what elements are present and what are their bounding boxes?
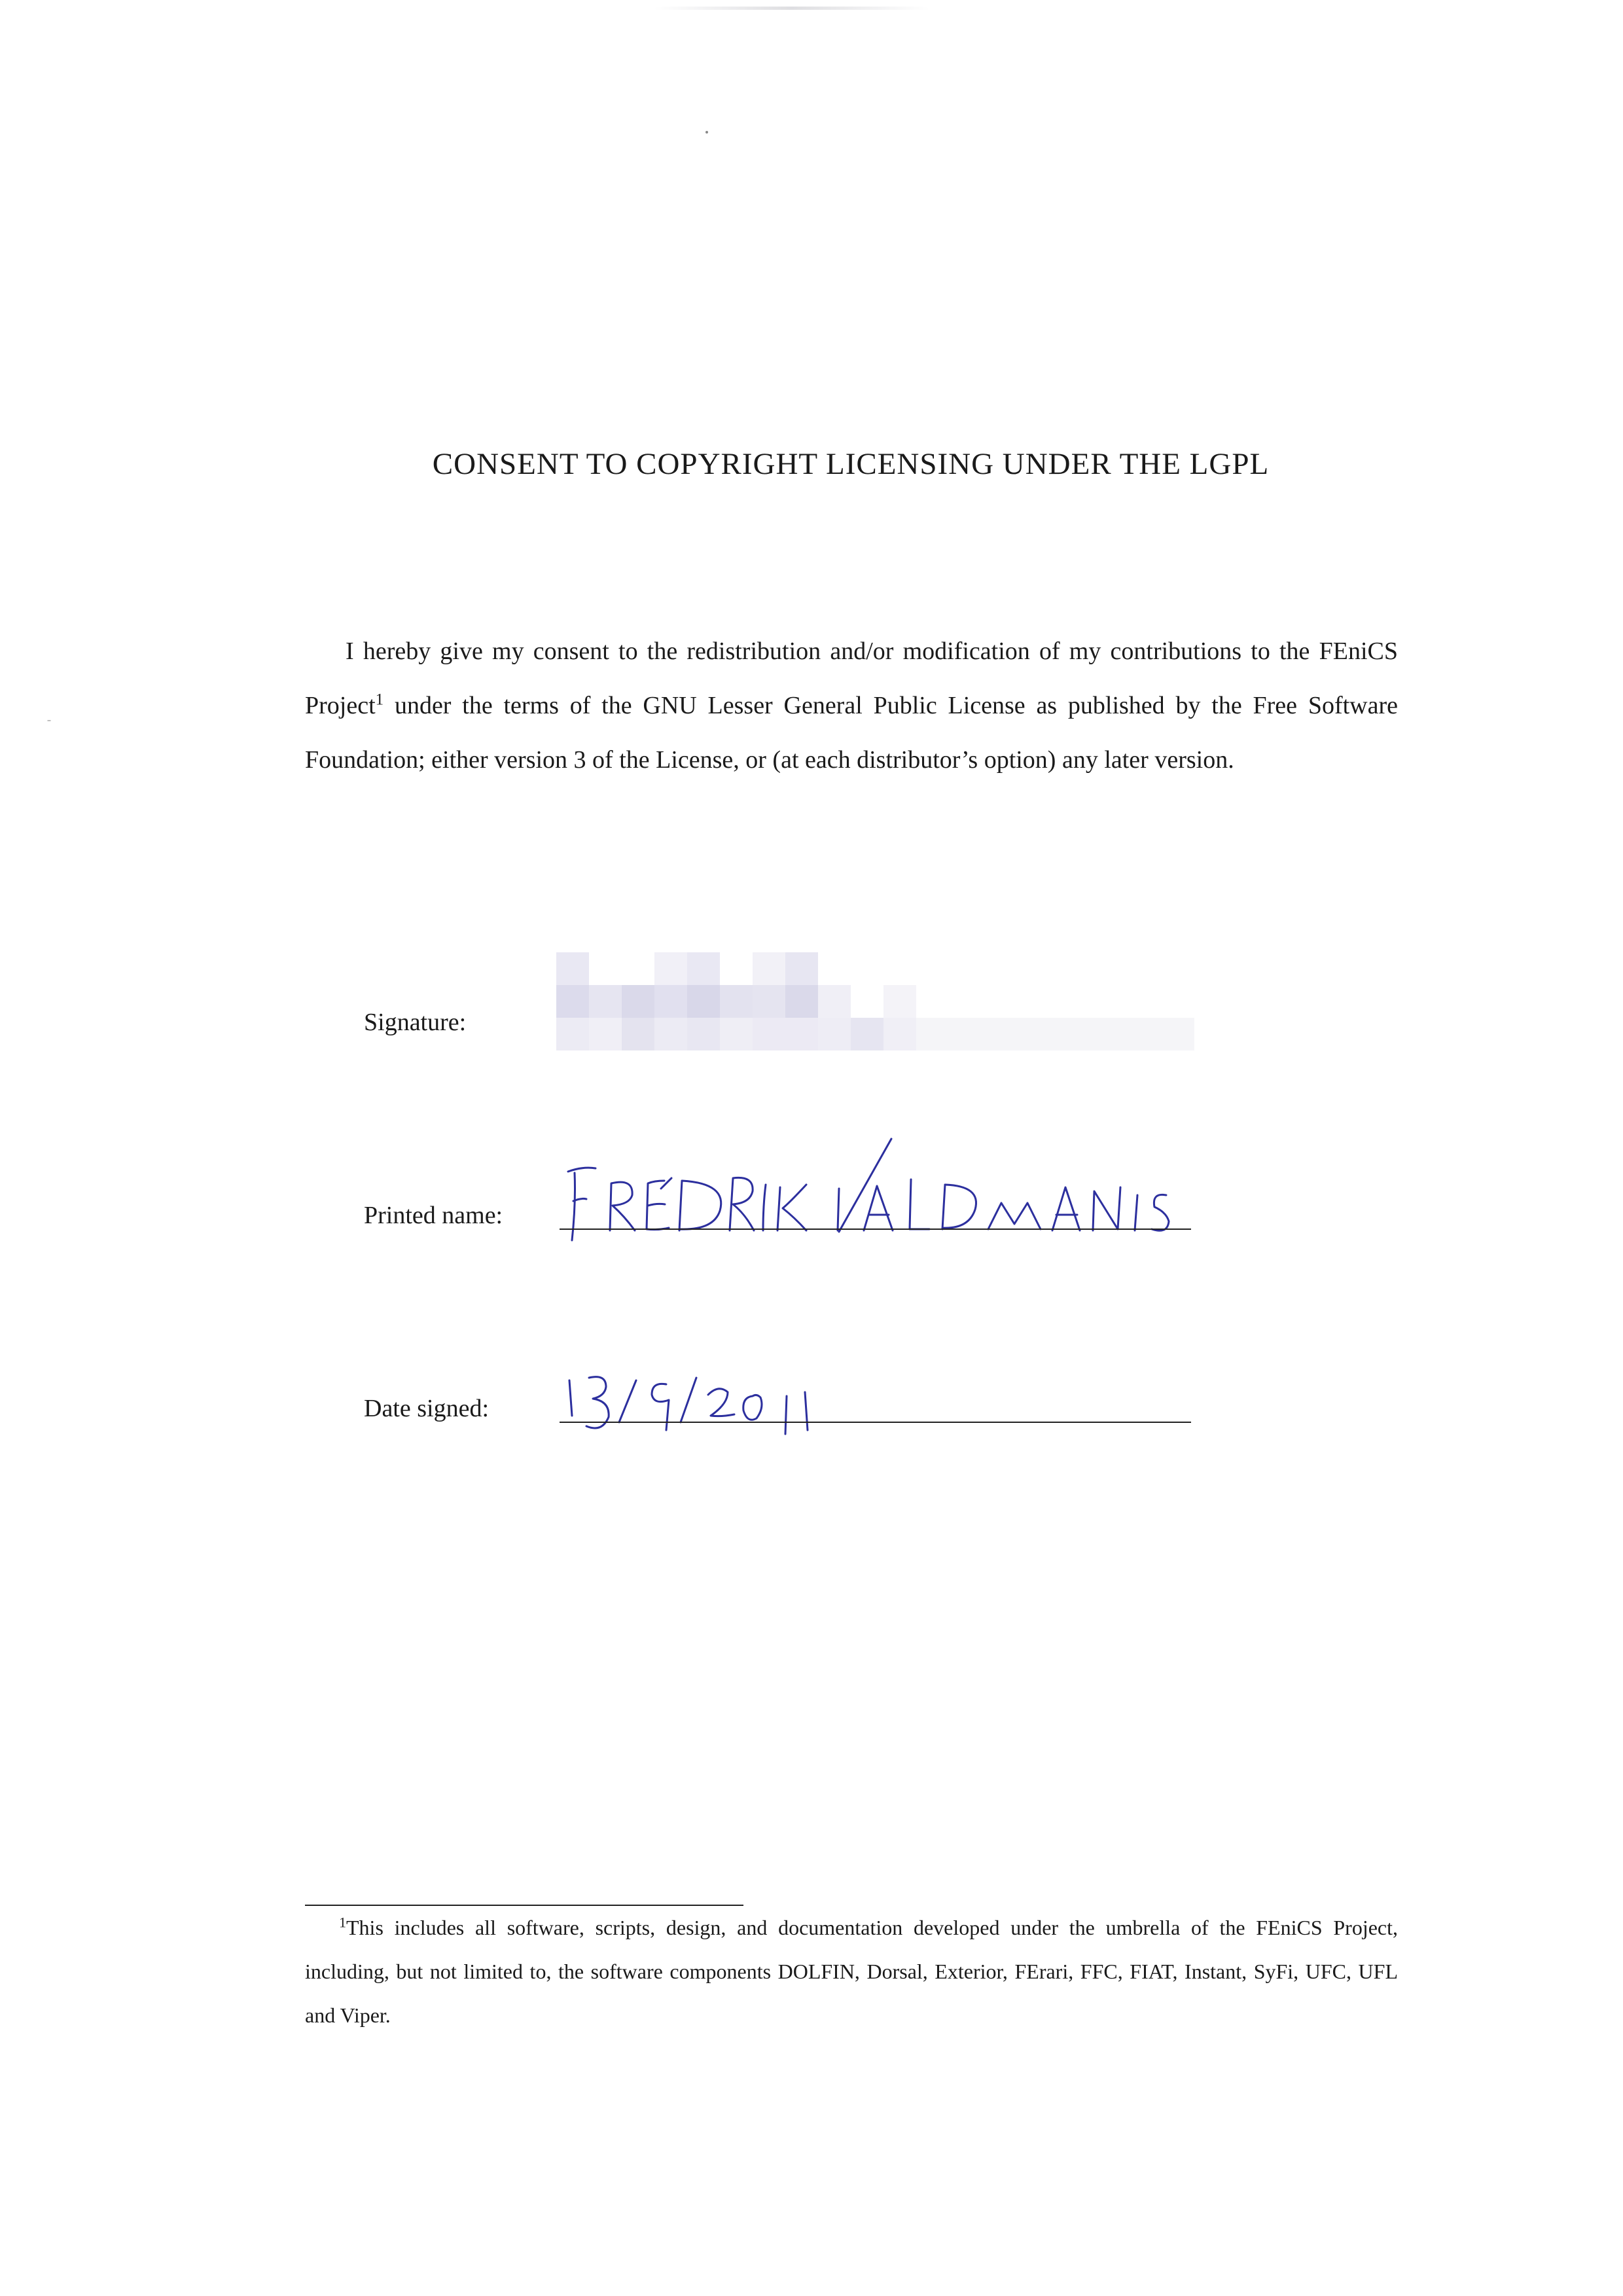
consent-paragraph (305, 624, 1398, 787)
scan-speck (705, 131, 708, 134)
consent-text-end: under the terms of the GNU Lesser General Public License as published by the Free Software Foundation; either version 3 of the License, or (at each distributor’s option) any later version. (305, 692, 1398, 774)
footnote-reference: 1 (375, 691, 384, 709)
scan-speck (47, 720, 51, 721)
consent-text-start: I hereby give my consent to the redistribution and/or modification of my contributions to the FEniCS Project (305, 637, 1398, 719)
document-title: CONSENT TO COPYRIGHT LICENSING UNDER THE LGPL (432, 447, 1270, 481)
date-signed-line (560, 1422, 1191, 1423)
scan-edge-mark (654, 7, 929, 10)
printed-name-line (560, 1229, 1191, 1230)
date-signed-handwriting (556, 1358, 897, 1437)
printed-name-label: Printed name: (364, 1202, 503, 1229)
signature-label: Signature: (364, 1009, 467, 1036)
date-signed-label: Date signed: (364, 1395, 490, 1422)
footnote-mark: 1 (339, 1914, 346, 1931)
signature-redacted-blur (556, 952, 1217, 1050)
printed-name-handwriting (556, 1132, 1198, 1244)
footnote (305, 1906, 1398, 2037)
footnote-text: This includes all software, scripts, design, and documentation developed under the umbrella of the FEniCS Project, including, but not limited to, the software components DOLFIN, Dorsal, Exterior, FErari, FFC, FIAT, Instant, SyFi, UFC, UFL and Viper. (305, 1916, 1398, 2027)
